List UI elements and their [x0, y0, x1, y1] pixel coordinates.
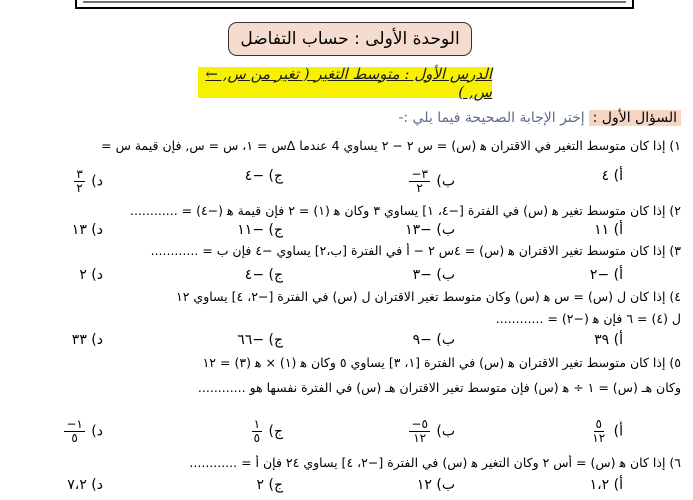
header-frame [75, 0, 634, 9]
choice-option[interactable] [62, 418, 103, 445]
choice-label: د) [86, 173, 103, 190]
choice-value: ٧،٢ [67, 477, 87, 493]
choice-value: −١٣ [405, 222, 432, 238]
question-2-choices [20, 222, 673, 244]
choice-fraction: $\frac{٥}{١٢}$ [592, 417, 606, 445]
choice-label: ج) [264, 168, 283, 184]
choice-label: ج) [264, 222, 283, 238]
question-3-choices [20, 267, 673, 289]
choice-option[interactable] [413, 332, 455, 348]
choice-value: ١٢ [416, 477, 432, 493]
question-1-choices [20, 167, 673, 195]
choice-value: ٣٩ [594, 332, 610, 348]
choice-label: ج) [264, 267, 283, 283]
choice-value: −٣ [412, 267, 432, 283]
choice-value: ١٣ [71, 222, 87, 238]
choice-fraction: $\frac{٣-}{٢}$ [411, 167, 428, 195]
choice-fraction: $\frac{١-}{٥}$ [66, 417, 83, 445]
unit-title: الوحدة الأولى : حساب التفاضل [228, 22, 472, 56]
choice-value: −٩ [412, 332, 432, 348]
choice-value: −٢ [589, 267, 610, 283]
choice-option[interactable] [245, 267, 283, 283]
choice-label: د) [86, 267, 103, 283]
choice-value: −١١ [237, 222, 265, 238]
choice-option[interactable] [72, 222, 103, 238]
choice-label: أ) [609, 332, 623, 348]
choice-label: ب) [431, 267, 455, 283]
choice-option[interactable] [407, 168, 455, 195]
choice-label: د) [86, 423, 103, 440]
choice-option[interactable] [67, 477, 103, 493]
choice-label: أ) [609, 267, 623, 283]
choice-label: ج) [264, 477, 283, 493]
choice-value: −٤ [244, 267, 265, 283]
question-heading [398, 108, 681, 128]
choice-option[interactable] [405, 222, 455, 238]
lesson-title: الدرس الأول : متوسط التغير ( تغير من س, ← س, ) [198, 67, 492, 98]
choice-label: د) [86, 332, 103, 348]
question-5-text: ٥) إذا كان متوسط تغير الاقتران ﻫ (س) في الفترة [١، ٣] يساوي ٥ وكان ﻫ (١) × ﻫ (٣) = ١٢ [202, 355, 681, 370]
choice-option[interactable] [250, 418, 283, 445]
choice-value: ٢ [256, 477, 265, 493]
choice-label: أ) [609, 423, 623, 440]
choice-label: د) [86, 222, 103, 238]
choice-option[interactable] [237, 332, 283, 348]
choice-label: د) [86, 477, 103, 493]
choice-option[interactable] [257, 477, 283, 493]
choice-option[interactable] [237, 222, 283, 238]
choice-fraction: $\frac{٥-}{١٢}$ [411, 417, 428, 445]
question-3-text: ٣) إذا كان متوسط تغير الاقتران ﻫ (س) = ٤س ٢ − أ في الفترة [ب،٢] يساوي −٤ فإن ب = ............ [150, 243, 681, 258]
choice-value: ٣٣ [71, 332, 87, 348]
choice-option[interactable] [72, 332, 103, 348]
question-2-text: ٢) إذا كان متوسط تغير ﻫ (س) في الفترة [−٤، ١] يساوي ٣ وكان ﻫ (١) = ٢ فإن قيمة ﻫ (−٤) = ............ [130, 203, 681, 218]
choice-value: ٤ [601, 168, 610, 184]
choice-fraction: $\frac{٣}{٢}$ [76, 167, 83, 195]
choice-option[interactable] [413, 267, 455, 283]
choice-label: ب) [431, 332, 455, 348]
choice-label: ج) [264, 332, 283, 348]
choice-label: ب) [431, 477, 455, 493]
choice-value: ١،٢ [589, 477, 610, 493]
choice-fraction: $\frac{١}{٥}$ [253, 417, 261, 445]
question-1-text: ١) إذا كان متوسط التغير في الاقتران ﻫ (س) = س ٢ − ٢ يساوي 4 عندما Δس = ١، س = س, فإن قيمة س = [101, 138, 681, 153]
question-6-choices [20, 477, 673, 499]
question-instruction: إختر الإجابة الصحيحة فيما يلي :- [398, 110, 585, 126]
question-4-text: ٤) إذا كان ل (س) = س ﻫ (س) وكان متوسط تغير الاقتران ل (س) في الفترة [−٢، ٤] يساوي ١٢ [176, 289, 681, 304]
choice-label: أ) [609, 168, 623, 184]
choice-label: أ) [609, 477, 623, 493]
question-5-text: وكان ﻫـ (س) = ١ ÷ ﻫ (س) فإن متوسط تغير الاقتران ﻫـ (س) في الفترة نفسها هو ............ [197, 380, 681, 395]
choice-option[interactable] [588, 418, 623, 445]
choice-value: ٢ [79, 267, 87, 283]
choice-option[interactable] [594, 222, 623, 238]
choice-value: −٤ [244, 168, 265, 184]
choice-label: أ) [609, 222, 623, 238]
choice-option[interactable] [72, 168, 103, 195]
choice-option[interactable] [79, 267, 103, 283]
choice-option[interactable] [417, 477, 455, 493]
choice-label: ب) [431, 222, 455, 238]
question-4-choices [20, 332, 673, 354]
question-4-text: ل (٤) = ٦ فإن ﻫ (−٢) = ............ [495, 311, 681, 326]
choice-value: ١١ [594, 222, 610, 238]
choice-value: −٦٦ [237, 332, 265, 348]
choice-option[interactable] [407, 418, 455, 445]
question-label: السؤال الأول : [589, 110, 681, 126]
choice-label: ب) [431, 423, 455, 440]
question-5-choices [20, 417, 673, 445]
choice-option[interactable] [245, 168, 283, 184]
question-6-text: ٦) إذا كان ﻫ (س) = أس ٢ وكان التغير ﻫ (س) في الفترة [−٢، ٤] يساوي ٢٤ فإن أ = ............ [189, 455, 681, 470]
choice-option[interactable] [602, 168, 623, 184]
choice-label: ج) [264, 423, 283, 440]
choice-label: ب) [431, 173, 455, 190]
choice-option[interactable] [590, 267, 623, 283]
choice-option[interactable] [590, 477, 623, 493]
choice-option[interactable] [594, 332, 623, 348]
